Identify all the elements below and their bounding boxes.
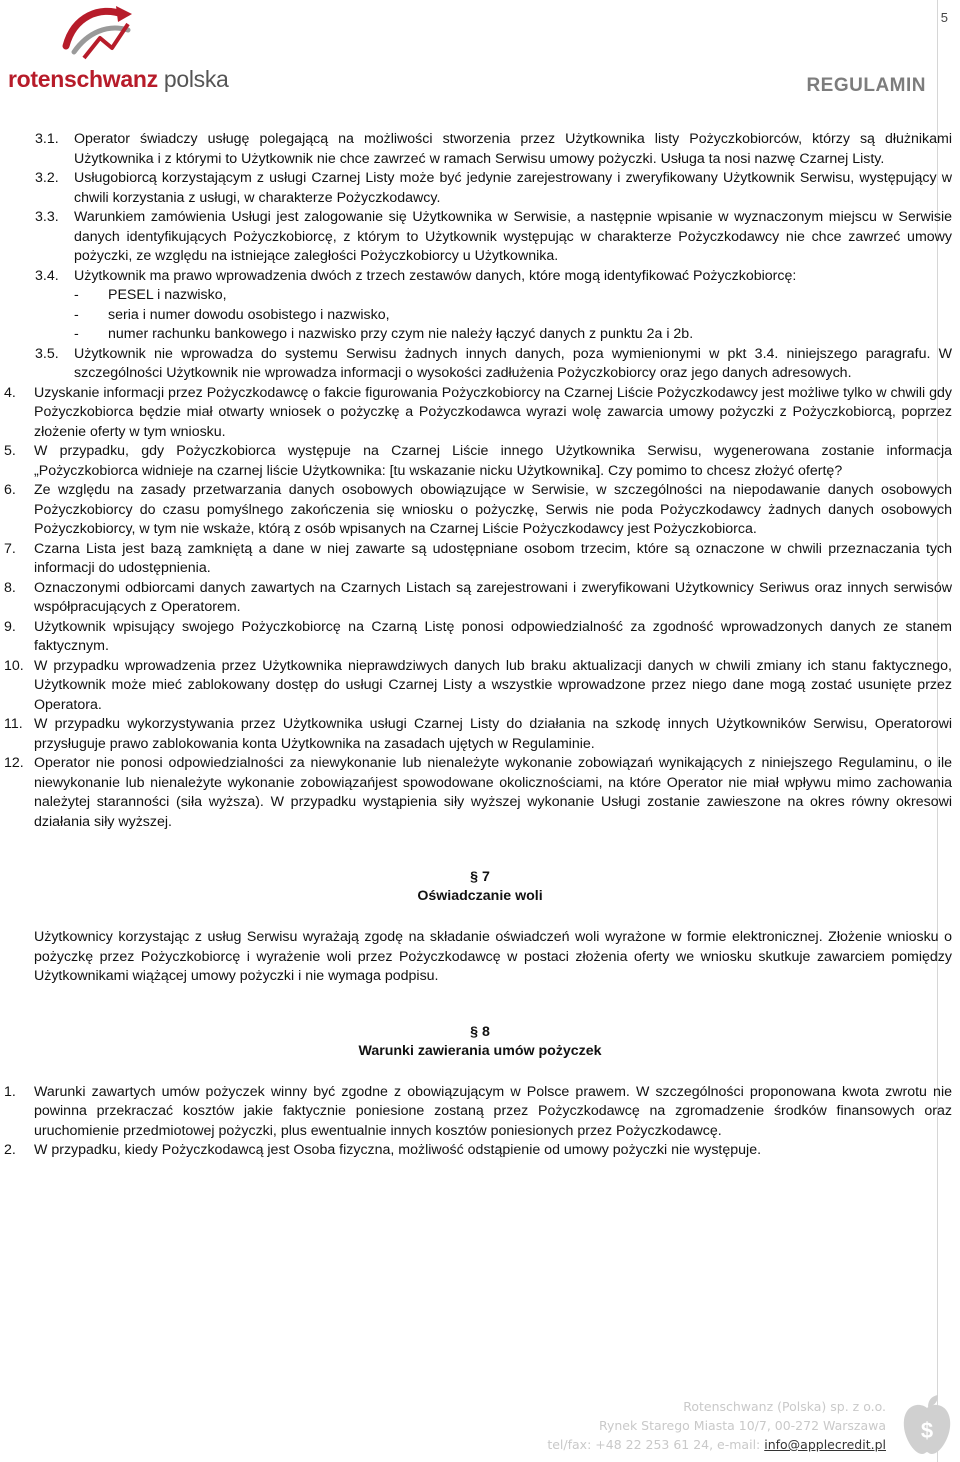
clause-text: Użytkownik wpisujący swojego Pożyczkobiorcę na Czarną Listę ponosi odpowiedzialność za zgodność wprowadzonych danych ze stanem faktycznym. bbox=[34, 618, 952, 654]
logo-wordmark-gray: polska bbox=[157, 66, 229, 92]
section-title: Warunki zawierania umów pożyczek bbox=[358, 1042, 602, 1059]
clause-text: Czarna Lista jest bazą zamkniętą a dane w niej zawarte są udostępniane osobom trzecim, które są oznaczone w chwili przeznaczania tych informacji do udostępnienia. bbox=[34, 540, 952, 576]
clause-text: Użytkownik nie wprowadza do systemu Serwisu żadnych innych danych, poza wymienionymi w pkt 3.4. niniejszego paragrafu. W szczególności Użytkownik nie wprowadza informacji o wysokości zadłużenia Pożyczkobiorcy oraz jego danych adresowych. bbox=[74, 345, 952, 381]
section-symbol: § 8 bbox=[470, 1023, 490, 1040]
footer-contact-prefix: tel/fax: +48 22 253 61 24, e-mail: bbox=[547, 1437, 765, 1452]
clause-11 bbox=[0, 715, 960, 754]
clause-text: W przypadku wprowadzenia przez Użytkownika nieprawdziwych danych lub braku aktualizacji danych w chwili zmiany ich stanu faktycznego, Użytkownik może mieć zablokowany dostęp do usługi Czarnej Listy a wszystkie wprowadzone przez niego dane mogą zostać usunięte przez Operatora. bbox=[34, 657, 952, 713]
logo-wordmark bbox=[8, 66, 229, 92]
footer-company: Rotenschwanz (Polska) sp. z o.o. bbox=[683, 1399, 886, 1414]
clause-3-2 bbox=[0, 169, 960, 208]
clause-text: W przypadku wykorzystywania przez Użytkownika usługi Czarnej Listy do działania na szkodę innych Użytkowników Serwisu, Operatorowi przysługuje prawo zablokowania konta Użytkownika na zasadach ujętych w Regulaminie. bbox=[34, 716, 952, 752]
clause-number: 6. bbox=[4, 482, 16, 498]
dash-item bbox=[0, 286, 960, 306]
clause-text: Ze względu na zasady przetwarzania danych osobowych obowiązujące w Serwisie, w szczególności na niepodawanie danych osobowych Pożyczkobiorcy do czasu pomyślnego zakończenia się wniosku o pożyczkę, Serwis nie poda Pożyczkodawcy żadnych danych osobowych Pożyczkobiorcy, w tym nie wskaże, którą z osób wpisanych na Czarnej Liście Pożyczkodawcy jest Pożyczkobiorca. bbox=[34, 482, 952, 537]
clause-number: 3.5. bbox=[35, 345, 59, 362]
clause-number: 3.1. bbox=[35, 131, 59, 147]
clause-3-3 bbox=[0, 208, 960, 267]
clause-number: 1. bbox=[4, 1083, 16, 1100]
section-symbol: § 7 bbox=[470, 869, 490, 885]
section-7-paragraph: Użytkownicy korzystając z usług Serwisu wyrażają zgodę na składanie oświadczeń woli wyrażone w formie elektronicznej. Złożenie wniosku o pożyczkę przez Pożyczkobiorcę i wyrażenie woli przez Pożyczkodawcę w postaci złożenia oferty we wniosku skutkuje zawarciem pomiędzy Użytkownikami wiążącej umowy pożyczki i nie wymaga podpisu. bbox=[34, 929, 952, 984]
clause-7 bbox=[0, 540, 960, 579]
clause-3-4 bbox=[0, 267, 960, 287]
clause-text: Operator świadczy usługę polegającą na możliwości stworzenia przez Użytkownika listy Pożyczkobiorców, którzy są dłużnikami Użytkownika i z którymi to Użytkownik nie chce zawrzeć w ramach Serwisu umowy pożyczki. Usługa ta nosi nazwę Czarnej Listy. bbox=[74, 131, 952, 167]
clause-number: 12. bbox=[4, 755, 24, 771]
clause-3-1 bbox=[0, 130, 960, 169]
page-number: 5 bbox=[940, 10, 948, 25]
section-8-clause-2 bbox=[0, 1141, 960, 1161]
dash-text: PESEL i nazwisko, bbox=[108, 287, 227, 303]
clause-number: 11. bbox=[4, 716, 23, 732]
footer-address: Rynek Starego Miasta 10/7, 00-272 Warszawa bbox=[598, 1418, 886, 1433]
company-logo bbox=[4, 2, 229, 98]
clause-number: 3.3. bbox=[35, 209, 59, 225]
section-8-heading bbox=[0, 1023, 960, 1061]
logo-mark-icon bbox=[4, 2, 204, 72]
clause-text: Użytkownik ma prawo wprowadzenia dwóch z trzech zestawów danych, które mogą identyfikować Pożyczkobiorcę: bbox=[74, 267, 797, 284]
dash-text: numer rachunku bankowego i nazwisko przy czym nie należy łączyć danych z punktu 2a i 2b. bbox=[108, 326, 694, 342]
dash-marker: - bbox=[74, 306, 79, 323]
clause-number: 3.4. bbox=[35, 267, 59, 284]
clause-text: Uzyskanie informacji przez Pożyczkodawcę o fakcie figurowania Pożyczkobiorcy na Czarnej Liście Pożyczkodawcy jest możliwe tylko w chwili gdy Pożyczkobiorca będzie miał otwarty wniosek o pożyczkę a Pożyczkodawca wyrazi wolę zawarcia umowy pożyczki z Pożyczkobiorcą, poprzez złożenie oferty w tym wniosku. bbox=[34, 384, 952, 440]
logo-wordmark-red: rotenschwanz bbox=[8, 66, 158, 92]
svg-text:$: $ bbox=[920, 1418, 934, 1443]
footer-email-link[interactable]: info@applecredit.pl bbox=[764, 1437, 886, 1452]
clause-number: 7. bbox=[4, 540, 16, 557]
dash-item bbox=[0, 306, 960, 326]
clause-12 bbox=[0, 754, 960, 832]
clause-text: W przypadku, kiedy Pożyczkodawcą jest Osoba fizyczna, możliwość odstąpienie od umowy pożyczki nie występuje. bbox=[34, 1142, 762, 1158]
document-body bbox=[0, 130, 960, 1161]
clause-number: 4. bbox=[4, 384, 16, 401]
document-title: REGULAMIN bbox=[806, 75, 926, 96]
clause-number: 9. bbox=[4, 618, 16, 635]
clause-text: W przypadku, gdy Pożyczkobiorca występuje na Czarnej Liście innego Użytkownika Serwisu, wygenerowana zostanie informacja „Pożyczkobiorca widnieje na czarnej liście Użytkownika: [tu wskazanie nicku Użytkownika]. Czy pomimo to chcesz złożyć ofertę? bbox=[34, 443, 952, 479]
clause-number: 8. bbox=[4, 579, 16, 596]
clause-text: Warunkiem zamówienia Usługi jest zalogowanie się Użytkownika w Serwisie, a następnie wpisanie w wyznaczonym miejscu w Serwisie danych identyfikujących Pożyczkobiorcę, z którym to Użytkownik występując w charakterze Pożyczkodawcy nie chce zawrzeć umowy pożyczki, ze względu na istniejące zaległości Pożyczkobiorcy u Użytkownika. bbox=[74, 209, 952, 264]
clause-4 bbox=[0, 384, 960, 443]
clause-8 bbox=[0, 579, 960, 618]
section-7-heading bbox=[0, 868, 960, 906]
clause-text: Operator nie ponosi odpowiedzialności za niewykonanie lub nienależyte wykonanie zobowiązań wynikających z niniejszego Regulaminu, o ile niewykonanie lub nienależyte wykonanie zobowiązańjest spowodowane okolicznościami, na które Operator nie miał wpływu mimo zachowania należytej staranności (siła wyższa). W przypadku wystąpienia siły wyższej wykonanie Usługi zostanie zawieszone na okres równy okresowi działania siły wyższej. bbox=[34, 755, 952, 830]
clause-9 bbox=[0, 618, 960, 657]
clause-3-5 bbox=[0, 345, 960, 384]
clause-10 bbox=[0, 657, 960, 716]
apple-logo-icon bbox=[898, 1394, 956, 1458]
clause-text: Warunki zawartych umów pożyczek winny być zgodne z obowiązującym w Polsce prawem. W szczególności proponowana kwota zwrotu nie powinna przekraczać kosztów jakie faktycznie poniesione zostaną przez Pożyczkodawcę na zgromadzenie środków finansowych oraz uruchomienie przedmiotowej pożyczki, plus ewentualnie innych kosztów poniesionych przez Pożyczkodawcę. bbox=[34, 1083, 952, 1139]
page-footer bbox=[547, 1397, 886, 1454]
dash-marker: - bbox=[74, 287, 79, 303]
dash-text: seria i numer dowodu osobistego i nazwisko, bbox=[108, 306, 390, 323]
dash-marker: - bbox=[74, 326, 79, 342]
clause-text: Usługobiorcą korzystającym z usługi Czarnej Listy może być jedynie zarejestrowany i zweryfikowany Użytkownik Serwisu, występujący w chwili korzystania z usługi, w charakterze Pożyczkodawcy. bbox=[74, 170, 952, 206]
clause-number: 10. bbox=[4, 657, 24, 674]
clause-text: Oznaczonymi odbiorcami danych zawartych na Czarnych Listach są zarejestrowani i zweryfikowani Użytkownicy Seriwus oraz innych serwisów współpracujących z Operatorem. bbox=[34, 579, 952, 615]
footer-contact bbox=[547, 1435, 886, 1454]
section-8-clause-1 bbox=[0, 1083, 960, 1142]
clause-number: 2. bbox=[4, 1142, 16, 1158]
dash-item bbox=[0, 325, 960, 345]
clause-6 bbox=[0, 481, 960, 540]
clause-number: 3.2. bbox=[35, 170, 59, 186]
section-title: Oświadczanie woli bbox=[417, 888, 543, 904]
clause-5 bbox=[0, 442, 960, 481]
clause-number: 5. bbox=[4, 443, 16, 459]
